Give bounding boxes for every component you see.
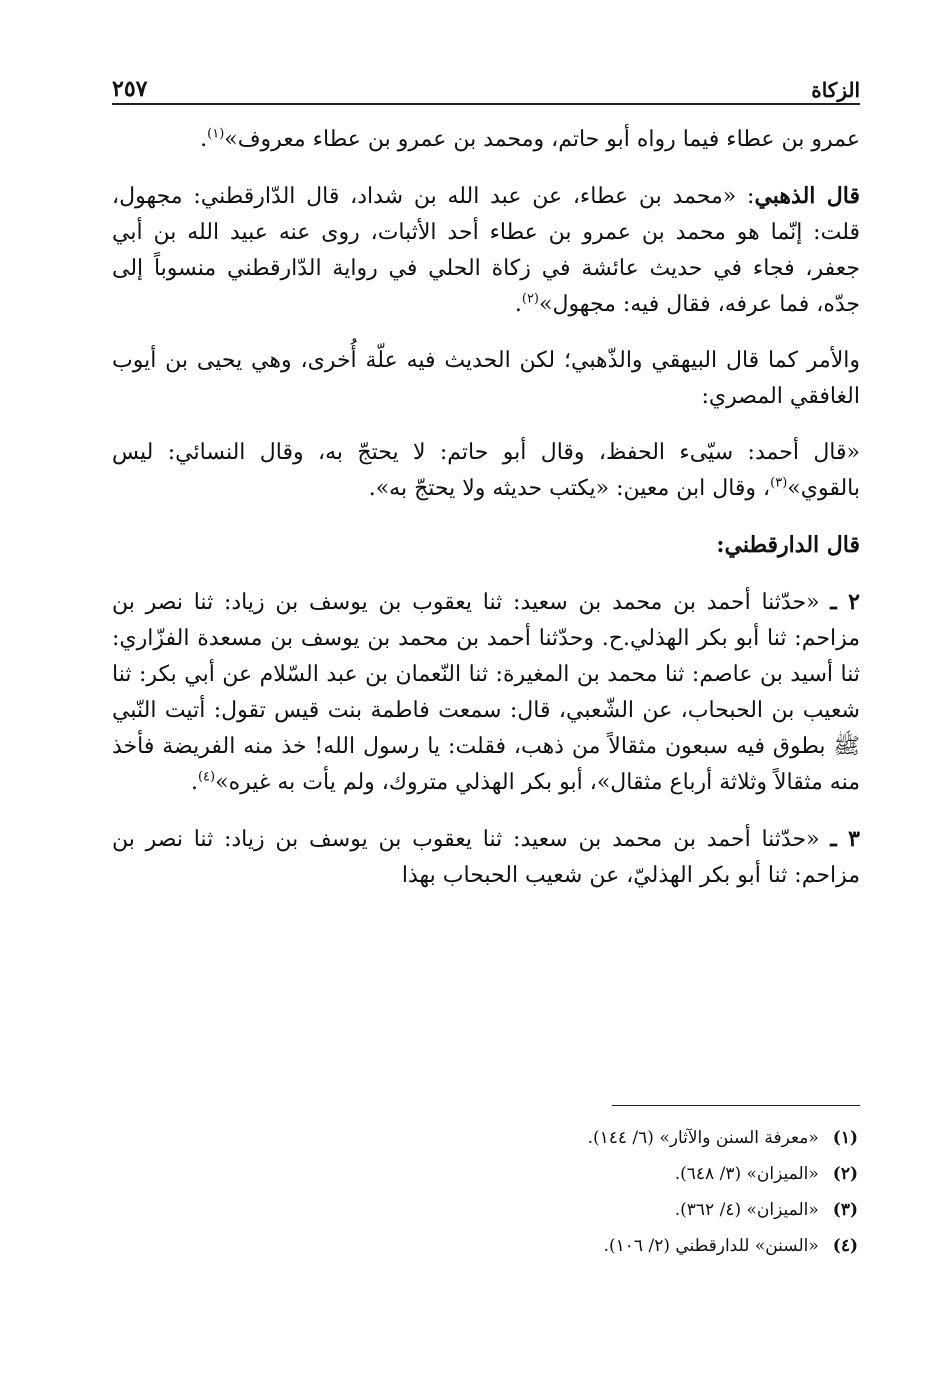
footnote <box>112 1192 858 1228</box>
paragraph-tail: . <box>190 770 198 795</box>
chapter-title: الزكاة <box>811 78 860 102</box>
footnote-number: (١) <box>832 1128 858 1148</box>
footnote-marker: (٢) <box>521 291 539 307</box>
hadith-number: ٢ ـ <box>830 589 860 615</box>
paragraph-tail: ، وقال ابن معين: «يكتب حديثه ولا يحتجّ به». <box>368 476 771 501</box>
paragraph-text: والأمر كما قال البيهقي والذّهبي؛ لكن الحديث فيه علّة أُخرى، وهي يحيى بن أيوب الغافقي المصري: <box>112 348 860 409</box>
paragraph-5 <box>112 527 860 564</box>
hadith-number: ٣ ـ <box>830 826 860 852</box>
footnote-text: «السنن» للدارقطني (٢/ ١٠٦). <box>603 1236 819 1256</box>
paragraph-2 <box>112 178 860 323</box>
footnote-text: «الميزان» (٤/ ٣٦٢). <box>674 1200 819 1220</box>
paragraph-text: «قال أحمد: سيّىء الحفظ، وقال أبو حاتم: لا يحتجّ به، وقال النسائي: ليس بالقوي» <box>112 440 860 501</box>
main-text <box>112 122 860 894</box>
paragraph-7 <box>112 821 860 894</box>
paragraph-text: عمرو بن عطاء فيما رواه أبو حاتم، ومحمد بن عمرو بن عطاء معروف» <box>224 127 860 152</box>
footnote-marker: (٣) <box>770 475 788 491</box>
running-header <box>112 60 860 102</box>
footnote-marker: (١) <box>207 126 225 142</box>
page-number: ٢٥٧ <box>112 76 148 102</box>
paragraph-4 <box>112 435 860 507</box>
section-heading: قال الدارقطني: <box>716 532 860 558</box>
footnote-number: (٢) <box>832 1164 858 1184</box>
paragraph-text: «حدّثنا أحمد بن محمد بن سعيد: ثنا يعقوب بن يوسف بن زياد: ثنا نصر بن مزاحم: ثنا أبو بكر الهذليّ، عن شعيب الحبحاب بهذا <box>112 827 860 888</box>
footnote-text: «معرفة السنن والآثار» (٦/ ١٤٤). <box>587 1128 819 1148</box>
footnote-rule <box>612 1105 860 1106</box>
footnote-marker: (٤) <box>197 769 216 785</box>
footnote-text: «الميزان» (٣/ ٦٤٨). <box>674 1164 819 1184</box>
paragraph-text: : «محمد بن عطاء، عن عبد الله بن شداد، قال الدّارقطني: مجهول، قلت: إنّما هو محمد بن عمرو بن عطاء أحد الأثبات، روى عنه عبيد الله بن أبي جعفر، فجاء في حديث عائشة في زكاة الحلي في رواية الدّارقطني منسوباً إلى جدّه، فما عرفه، فقال فيه: مجهول» <box>112 184 860 317</box>
paragraph-tail: . <box>514 292 522 317</box>
footnote-number: (٤) <box>832 1236 858 1256</box>
paragraph-1 <box>112 122 860 158</box>
paragraph-tail: . <box>200 127 208 152</box>
footnote <box>112 1156 858 1192</box>
paragraph-3 <box>112 343 860 415</box>
header-rule <box>112 103 860 105</box>
paragraph-text: «حدّثنا أحمد بن محمد بن سعيد: ثنا يعقوب بن يوسف بن زياد: ثنا نصر بن مزاحم: ثنا أبو بكر الهذلي.ح. وحدّثنا أحمد بن محمد بن يوسف بن مسعدة الفزّاري: ثنا أسيد بن عاصم: ثنا محمد بن المغيرة: ثنا النّعمان بن عبد السّلام عن أبي بكر: ثنا شعيب بن الحبحاب، عن الشّعبي، قال: سمعت فاطمة بنت قيس تقول: أتيت النّبي ﷺ بطوق فيه سبعون مثقالاً من ذهب، فقلت: يا رسول الله! خذ منه الفريضة فأخذ منه مثقالاً وثلاثة أرباع مثقال»، أبو بكر الهذلي متروك، ولم يأت به غيره» <box>112 590 860 795</box>
paragraph-6 <box>112 584 860 801</box>
footnotes <box>112 1120 858 1264</box>
footnote-number: (٣) <box>832 1200 858 1220</box>
paragraph-lead: قال الذهبي <box>754 183 861 209</box>
footnote <box>112 1228 858 1264</box>
footnote <box>112 1120 858 1156</box>
